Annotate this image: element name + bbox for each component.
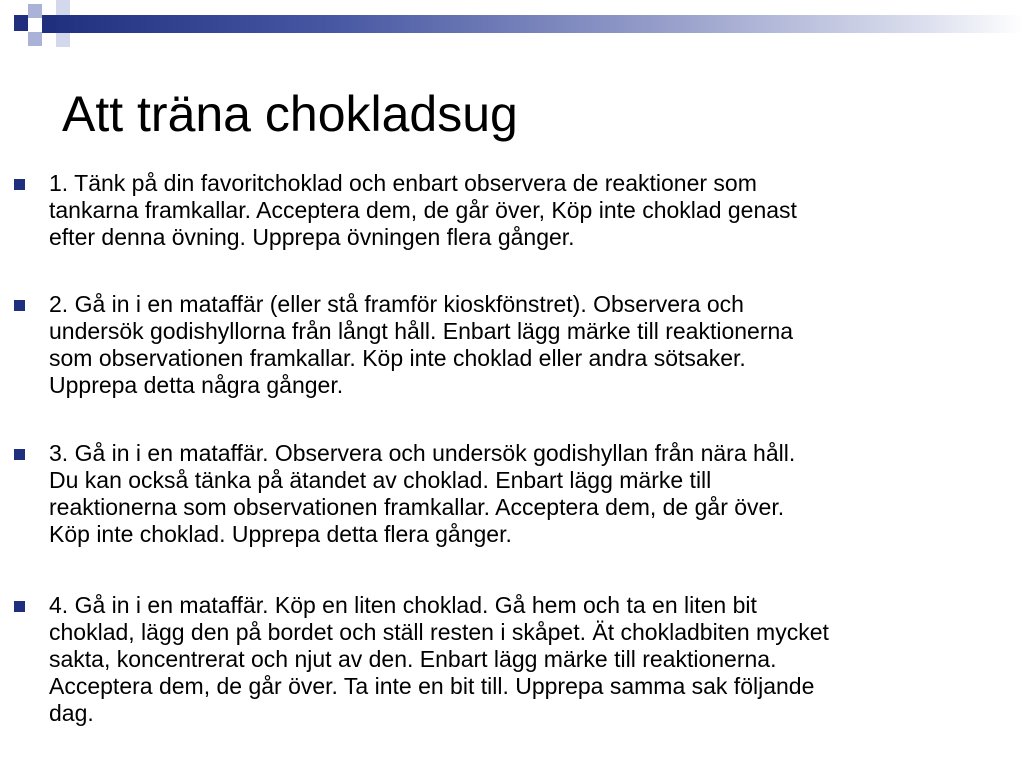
list-item-text: 3. Gå in i en mataffär. Observera och undersök godishyllan från nära håll. Du kan också tänka på ätandet av choklad. Enbart lägg märke till reaktionerna som observationen framkallar. Acceptera dem, de går över. Köp inte choklad. Upprepa detta flera gånger. — [49, 440, 796, 547]
header-decoration — [0, 0, 1024, 50]
slide-title: Att träna chokladsug — [62, 86, 518, 142]
decor-square-dark — [42, 15, 56, 33]
square-bullet-icon — [14, 300, 25, 311]
header-gradient-bar — [42, 15, 1024, 33]
decor-square-dark — [14, 15, 28, 31]
list-item-text: 2. Gå in i en mataffär (eller stå framför kioskfönstret). Observera och undersök godishyllorna från långt håll. Enbart lägg märke till reaktionerna som observationen framkallar. Köp inte choklad eller andra sötsaker. Upprepa detta några gånger. — [49, 291, 794, 398]
decor-square-light — [28, 4, 42, 18]
square-bullet-icon — [14, 449, 25, 460]
list-item-text: 4. Gå in i en mataffär. Köp en liten choklad. Gå hem och ta en liten bit choklad, lägg den på bordet och ställ resten i skåpet. Ät chokladbiten mycket sakta, koncentrerat och njut av den. Enbart lägg märke till reaktionerna. Acceptera dem, de går över. Ta inte en bit till. Upprepa samma sak följande dag. — [49, 592, 829, 726]
decor-square-light — [28, 32, 42, 46]
decor-square-pale — [56, 0, 70, 15]
square-bullet-icon — [14, 601, 25, 612]
square-bullet-icon — [14, 179, 25, 190]
decor-square-pale — [56, 33, 70, 47]
list-item-text: 1. Tänk på din favoritchoklad och enbart observera de reaktioner som tankarna framkallar. Acceptera dem, de går över, Köp inte choklad genast efter denna övning. Upprepa övningen flera gånger. — [49, 170, 797, 250]
